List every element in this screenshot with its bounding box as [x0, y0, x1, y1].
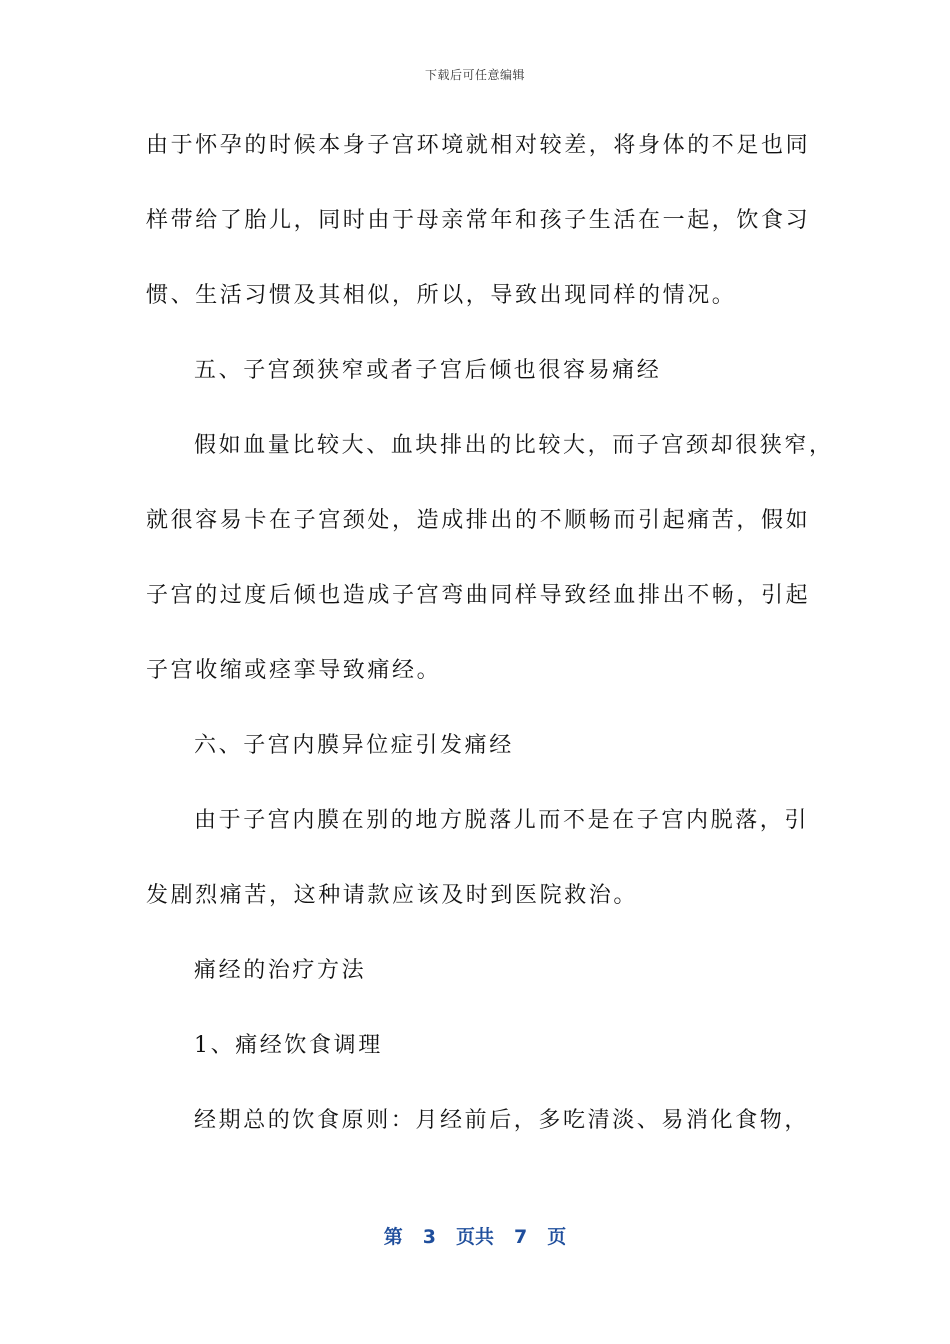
paragraph-line: 就很容易卡在子宫颈处，造成排出的不顺畅而引起痛苦，假如	[146, 508, 811, 533]
paragraph-line: 子宫的过度后倾也造成子宫弯曲同样导致经血排出不畅，引起	[146, 583, 811, 608]
document-body	[146, 126, 834, 1176]
page-footer	[0, 1222, 950, 1249]
paragraph-line: 经期总的饮食原则：月经前后，多吃清淡、易消化食物，	[194, 1108, 810, 1133]
paragraph-line: 由于子宫内膜在别的地方脱落儿而不是在子宫内脱落，引	[194, 808, 810, 833]
total-pages-number: 7	[514, 1226, 528, 1248]
page-label-middle: 页共	[455, 1226, 494, 1248]
paragraph-line: 发剧烈痛苦，这种请款应该及时到医院救治。	[146, 883, 639, 908]
paragraph-line: 样带给了胎儿，同时由于母亲常年和孩子生活在一起，饮食习	[146, 208, 811, 233]
paragraph-line: 假如血量比较大、血块排出的比较大，而子宫颈却很狭窄，	[194, 433, 834, 458]
subsection-heading: 1、痛经饮食调理	[194, 1033, 383, 1058]
page-label-prefix: 第	[383, 1226, 403, 1248]
paragraph-line: 惯、生活习惯及其相似，所以，导致出现同样的情况。	[146, 283, 737, 308]
section-heading: 六、子宫内膜异位症引发痛经	[194, 733, 514, 758]
section-heading: 痛经的治疗方法	[194, 958, 367, 983]
section-heading: 五、子宫颈狭窄或者子宫后倾也很容易痛经	[194, 358, 662, 383]
header-note: 下载后可任意编辑	[424, 68, 525, 82]
page-label-suffix: 页	[547, 1226, 567, 1248]
paragraph-line: 子宫收缩或痉挛导致痛经。	[146, 658, 442, 683]
current-page-number: 3	[422, 1226, 436, 1248]
paragraph-line: 由于怀孕的时候本身子宫环境就相对较差，将身体的不足也同	[146, 133, 811, 158]
